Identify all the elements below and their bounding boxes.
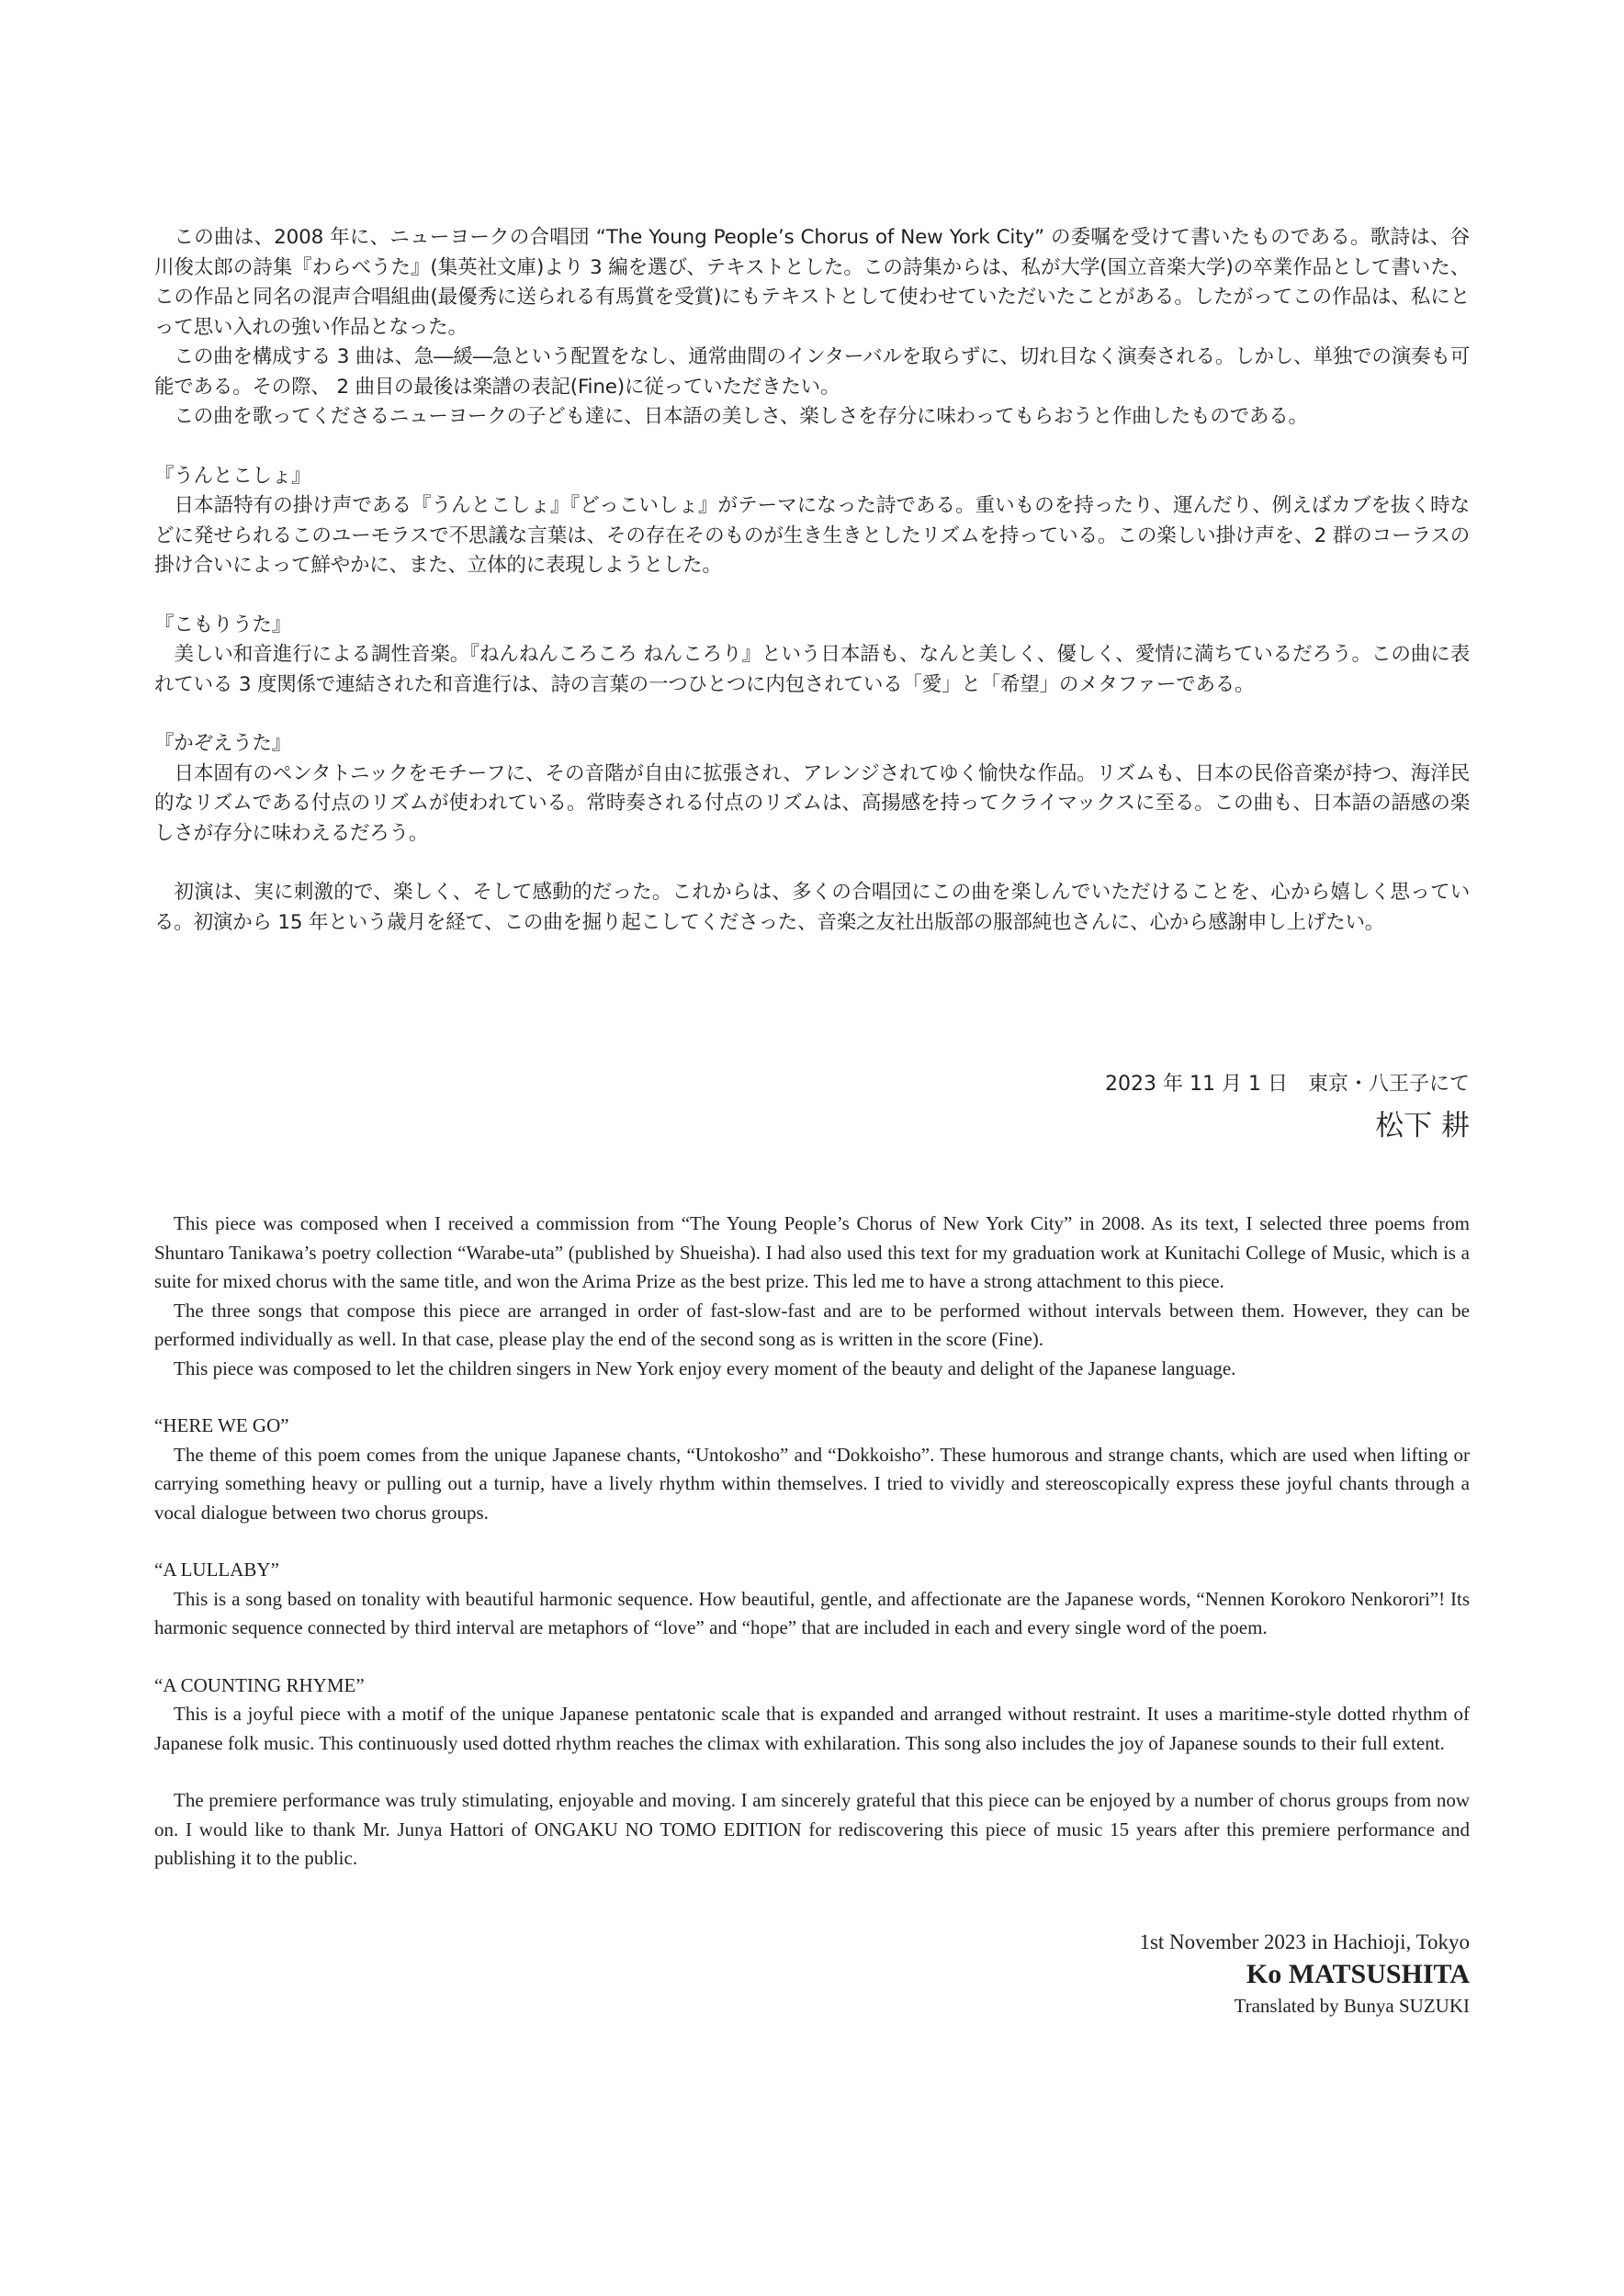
en-song1-title: “HERE WE GO” — [154, 1414, 289, 1436]
en-date-place: 1st November 2023 in Hachioji, Tokyo — [1139, 1930, 1470, 1953]
en-intro-paragraph-2: The three songs that compose this piece are arranged in order of fast-slow-fast and are to be performed without intervals between them. However, they can be performed individually as well. In that case, please play the end of the second song as is written in the score (Fine). — [154, 1299, 1470, 1350]
jp-date-place: 2023 年 11 月 1 日 東京・八王子にて — [1105, 1073, 1470, 1096]
jp-intro-paragraph-1: この曲は、2008 年に、ニューヨークの合唱団 “The Young People’s Chorus of New York City” の委嘱を受けて書いたものである。歌詩は、谷川俊太郎の詩集『わらべうた』(集英社文庫)より 3 編を選び、テキストとした。この詩集からは、私が大学(国立音楽大学)の卒業作品として書いた、この作品と同名の混声合唱組曲(最優秀に送られる有馬賞を受賞)にもテキストとして使わせていただいたことがある。したがってこの作品は、私にとって思い入れの強い作品となった。 — [154, 226, 1470, 339]
jp-intro-paragraph-3: この曲を歌ってくださるニューヨークの子ども達に、日本語の美しさ、楽しさを存分に味わってもらおうと作曲したものである。 — [174, 405, 1308, 428]
spacer — [154, 581, 1470, 611]
jp-song2-text: 美しい和音進行による調性音楽。『ねんねんころころ ねんころり』という日本語も、なんと美しく、優しく、愛情に満ちているだろう。この曲に表れている 3 度関係で連結された和音進行は、詩の言葉の一つひとつに内包されている「愛」と「希望」のメタファーである。 — [154, 643, 1470, 696]
en-song3-title: “A COUNTING RHYME” — [154, 1673, 365, 1696]
en-translator-credit: Translated by Bunya SUZUKI — [1234, 1995, 1470, 2017]
jp-song1-text: 日本語特有の掛け声である『うんとこしょ』『どっこいしょ』がテーマになった詩である。重いものを持ったり、運んだり、例えばカブを抜く時などに発せられるこのユーモラスで不思議な言葉は、その存在そのものが生き生きとしたリズムを持っている。この楽しい掛け声を、2 群のコーラスの掛け合いによって鮮やかに、また、立体的に表現しようとした。 — [154, 494, 1470, 577]
jp-closing-paragraph: 初演は、実に刺激的で、楽しく、そして感動的だった。これからは、多くの合唱団にこの曲を楽しんでいただけることを、心から嬉しく思っている。初演から 15 年という歳月を経て、この曲を掘り起こしてくださった、音楽之友社出版部の服部純也さんに、心から感謝申し上げたい。 — [154, 881, 1470, 934]
jp-song3-title: 『かぞえうた』 — [154, 732, 292, 755]
spacer — [154, 1758, 1470, 1786]
spacer — [154, 1527, 1470, 1556]
spacer — [154, 1383, 1470, 1412]
english-notes — [154, 1210, 1470, 1874]
en-song2-text: This is a song based on tonality with beautiful harmonic sequence. How beautiful, gentle, and affectionate are the Japanese words, “Nennen Korokoro Nenkorori”! Its harmonic sequence connected by third interval are metaphors of “love” and “hope” that are included in each and every single word of the poem. — [154, 1587, 1470, 1638]
en-intro-paragraph-3: This piece was composed to let the children singers in New York enjoy every moment of the beauty and delight of the Japanese language. — [174, 1356, 1236, 1379]
jp-author-name: 松下 耕 — [1375, 1109, 1470, 1142]
jp-intro-paragraph-2: この曲を構成する 3 曲は、急―緩―急という配置をなし、通常曲間のインターバルを取らずに、切れ目なく演奏される。しかし、単独での演奏も可能である。その際、 2 曲目の最後は楽譜の表記(Fine)に従っていただきたい。 — [154, 345, 1470, 399]
en-song1-text: The theme of this poem comes from the unique Japanese chants, “Untokosho” and “Dokkoisho”. These humorous and strange chants, which are used when lifting or carrying something heavy or pulling out a turnip, have a lively rhythm within themselves. I tried to vividly and stereoscopically express these joyful chants through a vocal dialogue between two chorus groups. — [154, 1443, 1470, 1524]
en-author-name: Ko MATSUSHITA — [1246, 1959, 1470, 1989]
jp-song1-title: 『うんとこしょ』 — [154, 464, 311, 488]
en-song2-title: “A LULLABY” — [154, 1559, 279, 1581]
spacer — [154, 849, 1470, 878]
jp-song3-text: 日本固有のペンタトニックをモチーフに、その音階が自由に拡張され、アレンジされてゆく愉快な作品。リズムも、日本の民俗音楽が持つ、海洋民的なリズムである付点のリズムが使われている。常時奏される付点のリズムは、高揚感を持ってクライマックスに至る。この曲も、日本語の語感の楽しさが存分に味わえるだろう。 — [154, 761, 1470, 845]
en-song3-text: This is a joyful piece with a motif of the unique Japanese pentatonic scale that is expanded and arranged without restraint. It uses a maritime-style dotted rhythm of Japanese folk music. This continuously used dotted rhythm reaches the climax with exhilaration. This song also includes the joy of Japanese sounds to their full extent. — [154, 1703, 1470, 1754]
spacer — [154, 433, 1470, 462]
spacer — [154, 1643, 1470, 1671]
jp-song2-title: 『こもりうた』 — [154, 613, 292, 636]
en-closing-paragraph: The premiere performance was truly stimulating, enjoyable and moving. I am sincerely grateful that this piece can be enjoyed by a number of chorus groups from now on. I would like to thank Mr. Junya Hattori of ONGAKU NO TOMO EDITION for rediscovering this piece of music 15 years after this premiere performance and publishing it to the public. — [154, 1789, 1470, 1869]
en-intro-paragraph-1: This piece was composed when I received a commission from “The Young People’s Chorus of New York City” in 2008. As its text, I selected three poems from Shuntaro Tanikawa’s poetry collection “Warabe-uta” (published by Shueisha). I had also used this text for my graduation work at Kunitachi College of Music, which is a suite for mixed chorus with the same title, and won the Arima Prize as the best prize. This led me to have a strong attachment to this piece. — [154, 1212, 1470, 1292]
japanese-notes — [154, 223, 1470, 938]
spacer — [154, 700, 1470, 729]
